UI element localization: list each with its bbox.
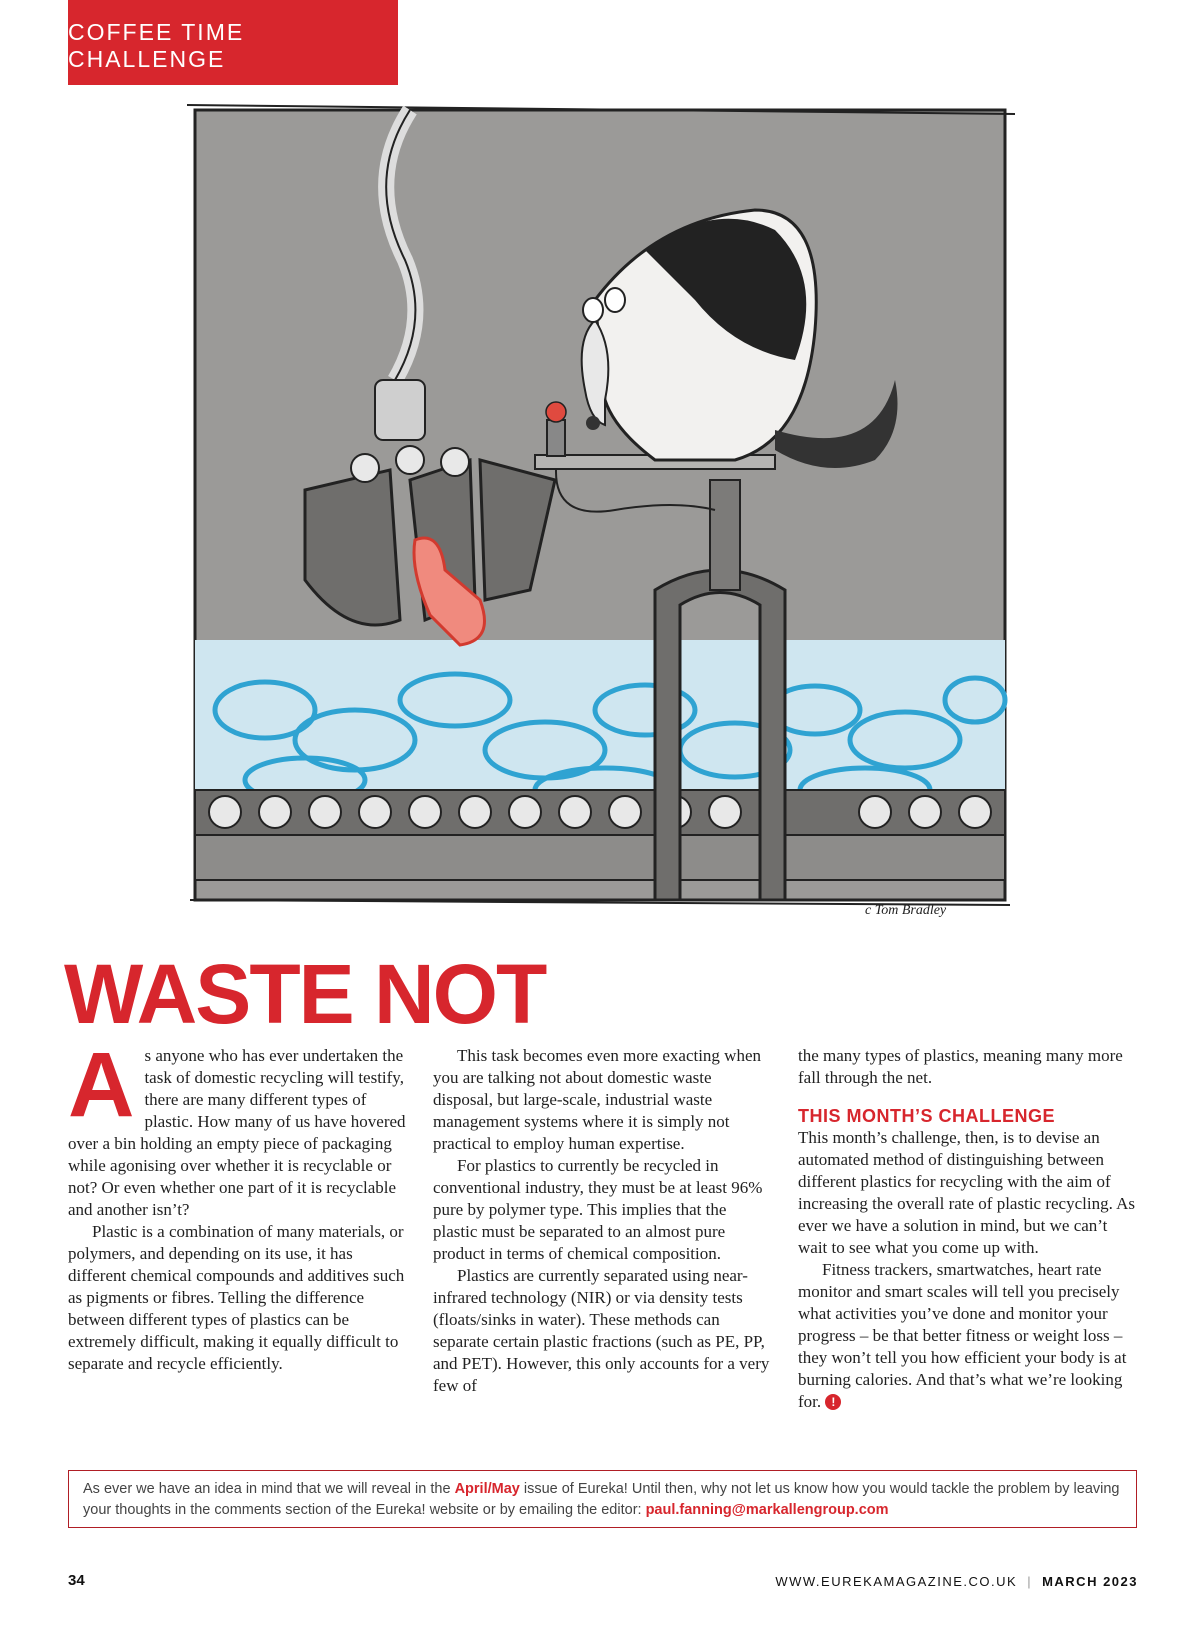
- issue-date: MARCH 2023: [1042, 1574, 1138, 1589]
- section-tag: [68, 0, 398, 85]
- page-footer: [775, 1574, 1138, 1589]
- article-column-2: [433, 1045, 773, 1397]
- headline: WASTE NOT: [64, 947, 546, 1041]
- call-to-action-box: [68, 1470, 1137, 1528]
- cta-text: issue of Eureka! Until then, why not let us know how you would tackle the problem by leaving your thoughts in the comments section of the Eureka! website or by emailing the editor:: [83, 1481, 1120, 1518]
- article-paragraph: Fitness trackers, smartwatches, heart rate monitor and smart scales will tell you precisely what activities you’ve done and monitor your progress – be that better fitness or weight loss – they won’t tell you how efficient your body is at burning calories. And that’s what we’re looking for.: [798, 1260, 1127, 1411]
- article-paragraph: Plastics are currently separated using near-infrared technology (NIR) or via density tests (floats/sinks in water). These methods can separate certain plastic fractions (such as PE, PP, and PET). However, this only accounts for a very few of: [433, 1266, 770, 1395]
- end-mark-icon: !: [825, 1394, 841, 1410]
- article-paragraph: This month’s challenge, then, is to devise an automated method of distinguishing between different plastics for recycling with the aim of increasing the overall rate of plastic recycling. As ever we have a solution in mind, but we can’t wait to see what you come up with.: [798, 1128, 1136, 1257]
- article-column-1: [68, 1034, 408, 1375]
- page-number: 34: [68, 1572, 85, 1589]
- footer-divider: |: [1027, 1574, 1033, 1589]
- cta-text: As ever we have an idea in mind that we will reveal in the: [83, 1481, 455, 1497]
- reveal-issue: April/May: [454, 1481, 520, 1497]
- website-url[interactable]: WWW.EUREKAMAGAZINE.CO.UK: [775, 1574, 1018, 1589]
- editor-email-link[interactable]: paul.fanning@markallengroup.com: [645, 1502, 889, 1518]
- section-label: COFFEE TIME CHALLENGE: [68, 19, 245, 72]
- cartoon-illustration: [175, 100, 1035, 960]
- article-paragraph: For plastics to currently be recycled in conventional industry, they must be at least 96% pure by polymer type. This implies that the plastic must be separated to an almost pure product in terms of chemical composition.: [433, 1156, 763, 1263]
- article-paragraph: the many types of plastics, meaning many more fall through the net.: [798, 1046, 1123, 1087]
- drop-cap: A: [68, 1034, 135, 1136]
- article-column-3: [798, 1045, 1138, 1413]
- challenge-subhead: THIS MONTH’S CHALLENGE: [798, 1106, 1055, 1126]
- article-paragraph: Plastic is a combination of many materials, or polymers, and depending on its use, it has different chemical compounds and additives such as pigments or fibres. Telling the difference between different types of plastics can be extremely difficult, making it equally difficult to separate and recycle efficiently.: [68, 1222, 405, 1373]
- article-paragraph: s anyone who has ever undertaken the task of domestic recycling will testify, there are many different types of plastic. How many of us have hovered over a bin holding an empty piece of packaging while agonising over whether it is recyclable or not? Or even whether one part of it is recyclable and another isn’t?: [68, 1046, 406, 1219]
- artist-signature: c Tom Bradley: [865, 903, 947, 918]
- article-paragraph: This task becomes even more exacting when you are talking not about domestic waste disposal, but large-scale, industrial waste management systems where it is simply not practical to employ human expertise.: [433, 1046, 762, 1153]
